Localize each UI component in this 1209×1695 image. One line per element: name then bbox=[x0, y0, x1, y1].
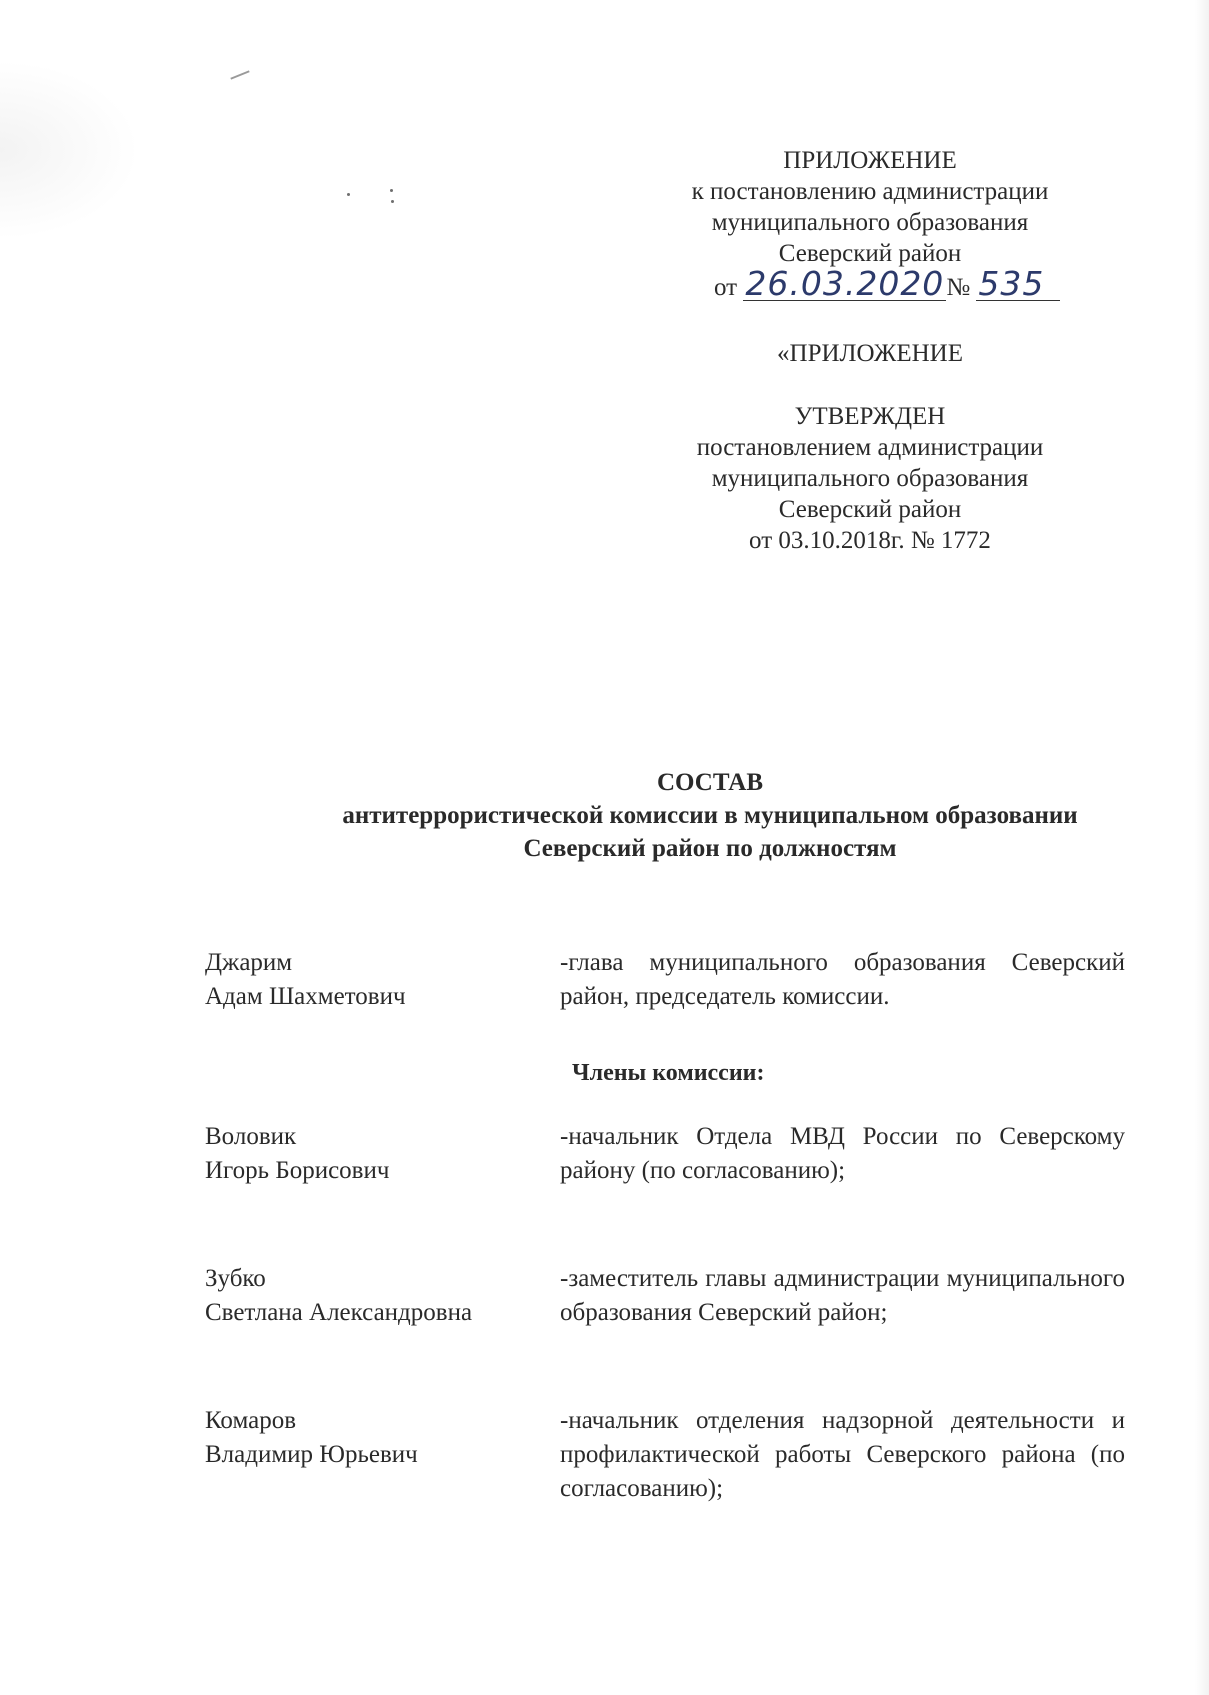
header-line: к постановлению администрации bbox=[691, 178, 1049, 205]
given-names: Игорь Борисович bbox=[205, 1157, 390, 1184]
given-names: Владимир Юрьевич bbox=[205, 1441, 418, 1468]
member-role: -заместитель главы администрации муниципального образования Северский район; bbox=[560, 1265, 1125, 1326]
title-main: СОСТАВ bbox=[656, 769, 764, 796]
approved-block bbox=[640, 338, 1100, 556]
approved-prefix-title: «ПРИЛОЖЕНИЕ bbox=[777, 340, 963, 367]
chairman-name bbox=[205, 946, 535, 1014]
scan-speck bbox=[391, 200, 394, 203]
resolution-date-line bbox=[714, 264, 1060, 308]
header-title: ПРИЛОЖЕНИЕ bbox=[783, 147, 957, 174]
approved-line: муниципального образования bbox=[711, 465, 1029, 492]
scan-mark bbox=[230, 70, 249, 79]
handwritten-date: 26.03.2020 bbox=[745, 264, 945, 303]
approved-date-number: от 03.10.2018г. № 1772 bbox=[749, 527, 991, 554]
header-line: Северский район bbox=[778, 240, 962, 267]
attachment-header bbox=[660, 145, 1080, 269]
chairman-role: -глава муниципального образования Северский район, председатель комиссии. bbox=[560, 949, 1125, 1010]
members-heading: Члены комиссии: bbox=[572, 1060, 765, 1086]
scan-speck bbox=[390, 189, 393, 192]
member-name bbox=[205, 1404, 535, 1472]
title-subtitle: антитеррористической комиссии в муниципальном образовании bbox=[342, 802, 1078, 829]
member-role: -начальник Отдела МВД России по Северскому району (по согласованию); bbox=[560, 1123, 1125, 1184]
surname: Комаров bbox=[205, 1407, 297, 1434]
member-name bbox=[205, 1120, 535, 1188]
surname: Воловик bbox=[205, 1123, 297, 1150]
approved-line: Северский район bbox=[778, 496, 962, 523]
given-names: Адам Шахметович bbox=[205, 983, 406, 1010]
member-name bbox=[205, 1262, 535, 1330]
document-title bbox=[290, 766, 1130, 865]
scan-shadow bbox=[0, 60, 140, 240]
approved-line: постановлением администрации bbox=[696, 434, 1044, 461]
approved-heading: УТВЕРЖДЕН bbox=[794, 403, 946, 430]
given-names: Светлана Александровна bbox=[205, 1299, 473, 1326]
date-prefix: от bbox=[714, 274, 738, 301]
scan-speck bbox=[347, 193, 350, 196]
member-role: -начальник отделения надзорной деятельности и профилактической работы Северского района (по согласованию); bbox=[560, 1407, 1125, 1502]
scan-edge bbox=[1195, 0, 1209, 1695]
header-line: муниципального образования bbox=[711, 209, 1029, 236]
title-subtitle: Северский район по должностям bbox=[523, 835, 897, 862]
surname: Зубко bbox=[205, 1265, 266, 1292]
surname: Джарим bbox=[205, 949, 293, 976]
number-prefix: № bbox=[946, 274, 971, 301]
handwritten-number: 535 bbox=[976, 268, 1060, 301]
